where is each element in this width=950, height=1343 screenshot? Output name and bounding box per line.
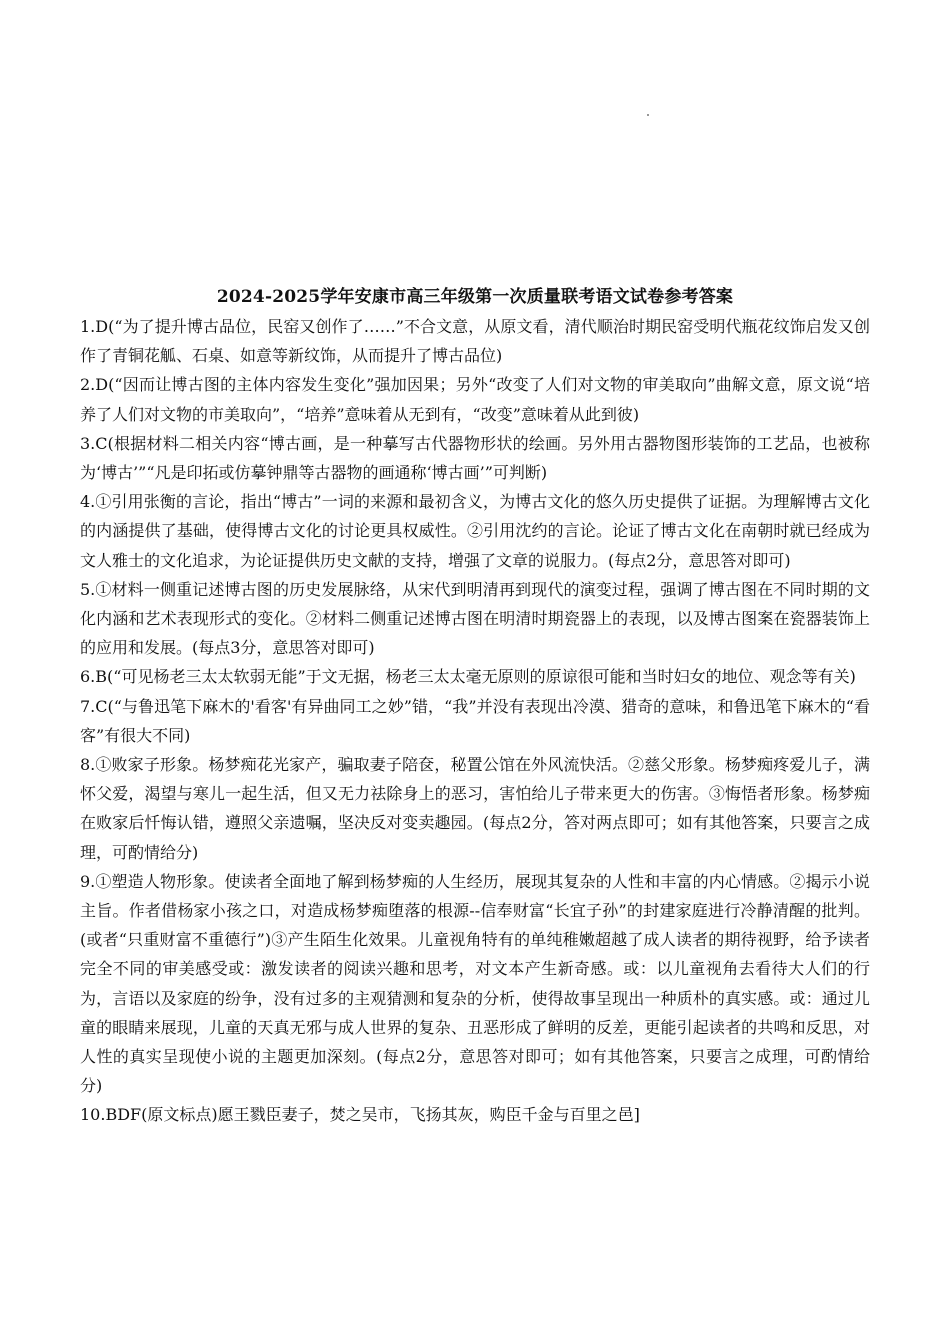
answer-item-10: 10.BDF(原文标点)愿王戮臣妻子，焚之吴市，飞扬其灰，购臣千金与百里之邑] <box>80 1105 640 1125</box>
answer-item-6: 6.B(“可见杨老三太太软弱无能”于文无据，杨老三太太毫无原则的原谅很可能和当时妇女的地位、观念等有关) <box>80 667 856 687</box>
answer-item-1: 1.D(“为了提升博古品位，民窑又创作了……”不合文意，从原文看，清代顺治时期民窑受明代瓶花纹饰启发又创作了青铜花觚、石桌、如意等新纹饰，从而提升了博古品位) <box>80 317 870 366</box>
answer-item-3: 3.C(根据材料二相关内容“博古画，是一种摹写古代器物形状的绘画。另外用古器物图形装饰的工艺品，也被称为‘博古’”“凡是印拓或仿摹钟鼎等古器物的画通称‘博古画’”可判断) <box>80 433 870 483</box>
answer-item-4: 4.①引用张衡的言论，指出“博古”一词的来源和最初含义，为博古文化的悠久历史提供了证据。为理解博古文化的内涵提供了基础，使得博古文化的讨论更具权威性。②引用沈约的言论。论证了博古文化在南朝时就已经成为文人雅士的文化追求，为论证提供历史文献的支持，增强了文章的说服力。(每点2分，意思答对即可) <box>80 492 870 570</box>
answer-item-7: 7.C(“与鲁迅笔下麻木的'看客'有异曲同工之妙”错，“我”并没有表现出冷漠、猎奇的意味，和鲁迅笔下麻木的“看客”有很大不同) <box>80 696 870 745</box>
answer-item-2: 2.D(“因而让博古图的主体内容发生变化”强加因果；另外“改变了人们对文物的审美取向”曲解文意，原文说“培养了人们对文物的市美取向”，“培养”意味着从无到有，“改变”意味着从此到彼) <box>80 375 870 424</box>
answer-list <box>80 312 870 1130</box>
answer-item-8: 8.①败家子形象。杨梦痴花光家产，骗取妻子陪奁，秘置公馆在外风流快活。②慈父形象。杨梦痴疼爱儿子，满怀父爱，渴望与寒儿一起生活，但又无力祛除身上的恶习，害怕给儿子带来更大的伤害。③悔悟者形象。杨梦痴在败家后忏悔认错，遵照父亲遗嘱，坚决反对变卖趣园。(每点2分，答对两点即可；如有其他答案，只要言之成理，可酌情给分) <box>80 755 870 862</box>
scan-speck <box>647 114 649 116</box>
answer-item-5: 5.①材料一侧重记述博古图的历史发展脉络，从宋代到明清再到现代的演变过程，强调了博古图在不同时期的文化内涵和艺术表现形式的变化。②材料二侧重记述博古图在明清时期瓷器上的表现，以及博古图案在瓷器装饰上的应用和发展。(每点3分，意思答对即可) <box>80 579 870 658</box>
answer-item-9: 9.①塑造人物形象。使读者全面地了解到杨梦痴的人生经历，展现其复杂的人性和丰富的内心情感。②揭示小说主旨。作者借杨家小孩之口，对造成杨梦痴堕落的根源--信奉财富“长宜子孙”的封建家庭进行冷静清醒的批判。(或者“只重财富不重德行”)③产生陌生化效果。儿童视角特有的单纯稚嫩超越了成人读者的期待视野，给予读者完全不同的审美感受或：激发读者的阅读兴趣和思考，对文本产生新奇感。或：以儿童视角去看待大人们的行为，言语以及家庭的纷争，没有过多的主观猜测和复杂的分析，使得故事呈现出一种质朴的真实感。或：通过儿童的眼睛来展现，儿童的天真无邪与成人世界的复杂、丑恶形成了鲜明的反差，更能引起读者的共鸣和反思，对人性的真实呈现使小说的主题更加深刻。(每点2分，意思答对即可；如有其他答案，只要言之成理，可酌情给分) <box>80 871 870 1096</box>
document-title: 2024-2025学年安康市高三年级第一次质量联考语文试卷参考答案 <box>216 287 734 307</box>
